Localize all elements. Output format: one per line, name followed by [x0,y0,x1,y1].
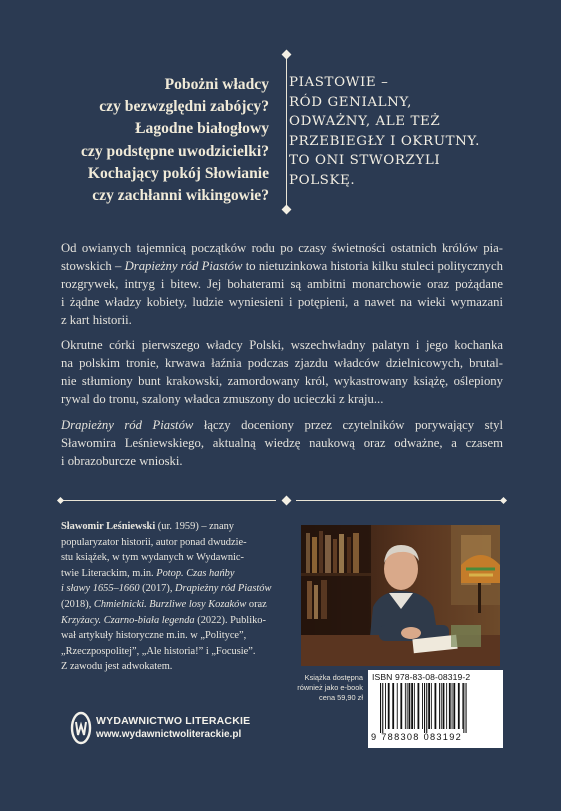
tagline-line: ODWAŻNY, ALE TEŻ [289,114,441,130]
tagline-line: PIASTOWIE – [289,75,389,90]
separator-rule-left [62,500,276,501]
barcode-bar [453,683,455,729]
barcode-guard-bar [424,683,425,733]
author-bio [61,519,286,675]
barcode-bar [405,683,406,729]
tagline-line: TO ONI STWORZYLI [289,153,441,169]
book-title-italic: Krzyżacy. Czarno-biała legenda [61,614,195,626]
text-run: łączy doceniony przez czytelników porywający styl [193,418,503,432]
paragraph-line: Okrutne córki pierwszego władcy Polski, wszechwładny palatyn i jego kochanka [61,338,503,352]
isbn-text: ISBN 978-83-08-08319-2 [372,672,471,682]
barcode-bars [378,683,496,733]
author-photo [301,525,500,666]
tagline-line: POLSKĘ. [289,172,356,188]
bio-line [61,597,286,613]
availability-line: również jako e-book [297,683,363,693]
book-title-italic: Potop. Czas hańby [156,567,235,579]
barcode-guard-bar [426,683,427,733]
barcode-guard-bar [380,683,381,733]
question-line: czy bezwzględni zabójcy? [99,98,269,116]
availability-info [296,673,363,704]
bottom-diamond-ornament [282,205,292,215]
book-title-italic: Chmielnicki. Burzliwe losy Kozaków [93,598,247,610]
question-line: Łagodne białogłowy [135,120,269,138]
paragraph-line: na polskim tronie, krwawa łaźnia podczas zjazdu władców dzielnicowych, brutal- [61,356,503,371]
separator-diamond-left [57,497,64,504]
availability-line: Książka dostępna [304,673,363,682]
bio-line: wał artykuły historyczne m.in. w „Polityce”, [61,630,247,642]
barcode-bar [458,683,460,729]
paragraph-line [61,416,503,434]
author-photo-illustration [301,525,500,666]
book-title-italic: Drapieżny ród Piastów [124,259,243,274]
questions-block [69,74,269,207]
book-title-italic: i sławy 1655–1660 [61,583,140,595]
bio-line: stu książek, w tym wydanych w Wydawnic- [61,552,244,564]
text-run: stowskich – [61,259,125,274]
barcode-bar [449,683,451,729]
paragraph-line: i żądne władzy kobiety, ludzie wyniesieni i potępieni, a nawet na wieki wymazani [61,295,503,310]
tagline-line: RÓD GENIALNY, [289,94,412,110]
blurb-paragraph-2 [61,336,503,408]
barcode-bar [407,683,408,729]
paragraph-line: Sławomira Leśniewskiego, aktualną wiedzę naukową oraz odważne, a czasem [61,436,503,451]
publisher-name: WYDAWNICTWO LITERACKIE [96,715,251,727]
barcode-digits: 9 788308 083192 [371,732,463,742]
barcode-bar [462,683,463,729]
bio-line [61,613,286,629]
book-title-italic: Drapieżny ród Piastów [61,418,194,432]
barcode-bar [452,683,453,729]
barcode-bar [411,683,413,729]
barcode-bar [422,683,423,729]
barcode-bar [400,683,402,729]
barcode-bar [439,683,440,729]
question-line: czy zachłanni wikingowie? [92,187,269,205]
barcode-bar [414,683,415,729]
author-name: Sławomir Leśniewski [61,521,156,532]
text-run: oraz [246,598,267,610]
publisher-url[interactable]: www.wydawnictwoliterackie.pl [96,729,242,740]
barcode-bar [443,683,445,729]
barcode-bar [392,683,394,729]
bio-line [61,519,286,535]
blurb-paragraph-1 [61,239,503,329]
text-run: (2022). Publiko- [194,614,266,626]
barcode-bar [446,683,447,729]
tagline-line: PRZEBIEGŁY I OKRUTNY. [289,133,480,149]
bio-line [61,566,286,582]
paragraph-line: z kart historii. [61,313,132,328]
publisher-logo-icon [70,711,92,745]
barcode-bar [388,683,390,729]
barcode-guard-bar [382,683,383,733]
bio-line: Z zawodu jest adwokatem. [61,661,173,673]
question-line: czy podstępne uwodzicielki? [81,142,269,160]
barcode-bar [397,683,398,729]
bio-line [61,581,286,597]
bio-line: „Rzeczpospolitej”, „Ale historia!” i „Focusie”. [61,645,256,657]
barcode-bar [385,683,386,729]
barcode-bar [431,683,432,729]
question-line: Pobożni władcy [164,76,269,93]
text-run: (2017), [139,583,176,595]
barcode-bar [441,683,442,729]
paragraph-line [61,257,503,275]
barcode-bar [435,683,437,729]
isbn-barcode [368,670,503,748]
text-run: (2018), [61,598,94,610]
center-vertical-rule [286,57,287,208]
paragraph-line: rywal do tronu, szalony władca zmuszony do ucieczki z kraju... [61,392,384,407]
separator-diamond-center [282,496,292,506]
paragraph-line: rozgrywek, intryg i bitew. Jej bohaterami są ambitni monarchowie oraz pożądane [61,277,503,292]
barcode-bar [428,683,430,729]
text-run: (ur. 1959) – znany [155,521,234,532]
paragraph-line: i obrazoburcze wnioski. [61,454,183,469]
bio-line: popularyzator historii, autor ponad dwudzie- [61,536,247,548]
separator-rule-right [296,500,503,501]
blurb-paragraph-3 [61,416,503,470]
barcode-bar [409,683,411,729]
price-label: cena 59,90 zł [319,693,363,703]
paragraph-line: nie stłumiony bunt krakowski, zamordowany król, wykastrowany książę, oślepiony [61,374,503,389]
top-diamond-ornament [282,50,292,60]
book-title-italic: Drapieżny ród Piastów [175,583,272,595]
separator-diamond-right [500,497,507,504]
text-run: twie Literackim, m.in. [61,567,157,579]
barcode-bar [418,683,420,729]
barcode-guard-bar [466,683,467,733]
text-run: to nietuzinkowa historia kilku stuleci politycznych [242,259,504,274]
barcode-guard-bar [463,683,464,733]
tagline-block [289,73,509,191]
paragraph-line: Od owianych tajemnicą początków rodu po czasy świetności ostatnich królów pia- [61,241,503,255]
question-line: Kochający pokój Słowianie [87,164,269,182]
